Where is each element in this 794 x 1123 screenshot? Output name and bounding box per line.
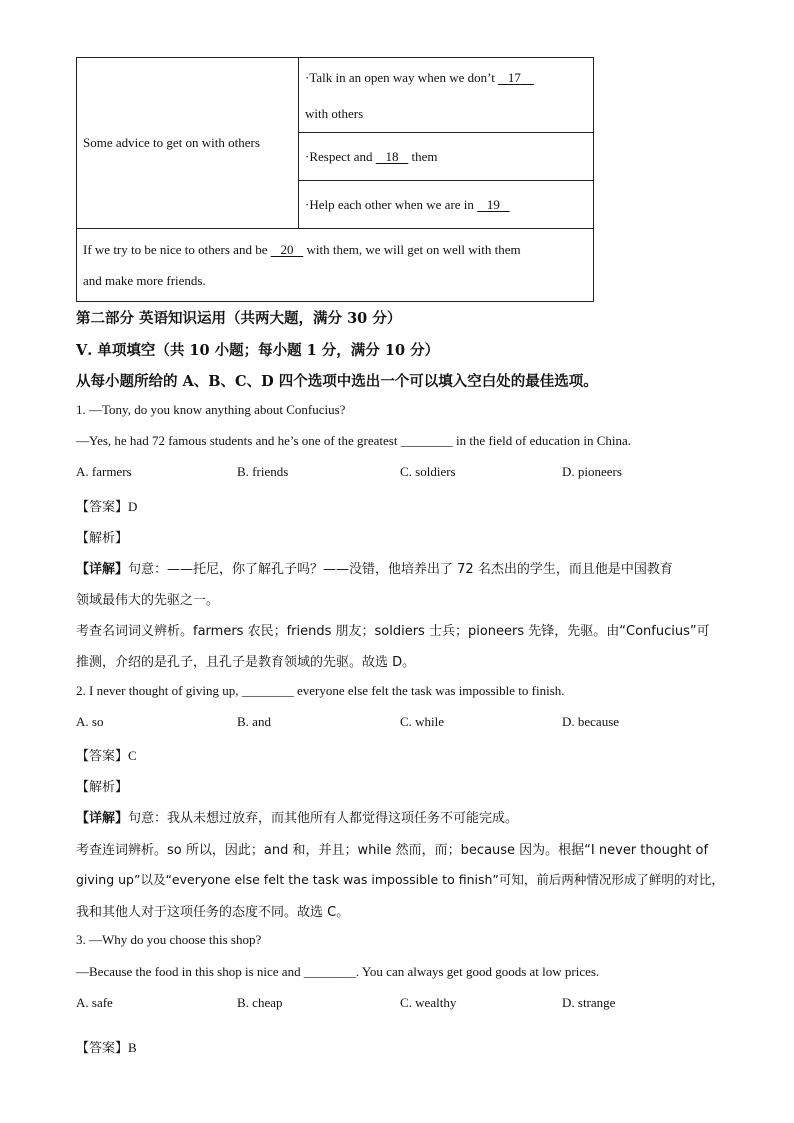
q1-line2: —Yes, he had 72 famous students and he’s one of the greatest ________ in the field of education in China. — [76, 433, 632, 448]
q2-analysis-label: 【解析】 — [76, 780, 129, 795]
q1-line1: 1. —Tony, do you know anything about Confucius? — [76, 402, 346, 417]
table-row-2: ·Respect and 18 them — [299, 133, 594, 181]
q3-line1: 3. —Why do you choose this shop? — [76, 932, 262, 947]
q1-option-a: A. farmers — [76, 464, 132, 479]
q2-detail-line3: giving up”以及“everyone else felt the task was impossible to finish”可知，前后两种情况形成了鲜明的对比， — [76, 872, 724, 887]
q2-detail-line4: 我和其他人对于这项任务的态度不同。故选 C。 — [76, 905, 350, 920]
q2-option-d: D. because — [562, 714, 620, 729]
q1-option-b: B. friends — [237, 464, 289, 479]
advice-table — [76, 57, 594, 302]
q2-detail-line1: 【详解】句意：我从未想过放弃，而其他所有人都觉得这项任务不可能完成。 — [76, 811, 519, 826]
table-left-label: Some advice to get on with others — [77, 58, 299, 229]
q3-line2: —Because the food in this shop is nice and ________. You can always get good goods at low prices. — [76, 964, 600, 979]
q2-detail-line2: 考查连词辨析。so 所以，因此；and 和，并且；while 然而，而；because 因为。根据“I never thought of — [76, 843, 709, 858]
q1-analysis-label: 【解析】 — [76, 531, 129, 546]
q3-option-c: C. wealthy — [400, 995, 457, 1010]
q2-option-a: A. so — [76, 714, 104, 729]
q1-detail-line4: 推测，介绍的是孔子，且孔子是教育领域的先驱。故选 D。 — [76, 655, 416, 670]
q1-detail-line2: 领域最伟大的先驱之一。 — [76, 593, 220, 608]
q2-option-c: C. while — [400, 714, 445, 729]
q1-option-d: D. pioneers — [562, 464, 622, 479]
blank-19: 19 — [486, 196, 500, 212]
q2-line1: 2. I never thought of giving up, ________ everyone else felt the task was impossible to finish. — [76, 683, 565, 698]
q2-option-b: B. and — [237, 714, 271, 729]
blank-18: 18 — [385, 148, 399, 164]
q2-answer: 【答案】C — [76, 748, 137, 764]
q1-option-c: C. soldiers — [400, 464, 456, 479]
section-instruction: 从每小题所给的 A、B、C、D 四个选项中选出一个可以填入空白处的最佳选项。 — [76, 373, 598, 390]
table-row-1: ·Talk in an open way when we don’t 17 with others — [299, 58, 594, 133]
blank-17: 17 — [507, 70, 521, 85]
q3-answer: 【答案】B — [76, 1040, 137, 1056]
blank-20: 20 — [280, 242, 294, 257]
table-row-3: ·Help each other when we are in 19 — [299, 181, 594, 229]
section-subtitle: Ⅴ. 单项填空（共 10 小题；每小题 1 分，满分 10 分） — [76, 342, 440, 359]
q1-detail-line3: 考查名词词义辨析。farmers 农民；friends 朋友；soldiers 士兵；pioneers 先锋，先驱。由“Confucius”可 — [76, 624, 710, 639]
q3-option-d: D. strange — [562, 995, 616, 1010]
table-bottom-row: If we try to be nice to others and be 20 with them, we will get on well with them and make more friends. — [77, 229, 594, 302]
q3-option-b: B. cheap — [237, 995, 283, 1010]
q1-detail-line1: 【详解】句意：——托尼，你了解孔子吗？——没错，他培养出了 72 名杰出的学生，而且他是中国教育 — [76, 562, 673, 577]
q3-option-a: A. safe — [76, 995, 113, 1010]
part-title: 第二部分 英语知识运用（共两大题，满分 30 分） — [76, 310, 402, 327]
q1-answer: 【答案】D — [76, 499, 138, 515]
